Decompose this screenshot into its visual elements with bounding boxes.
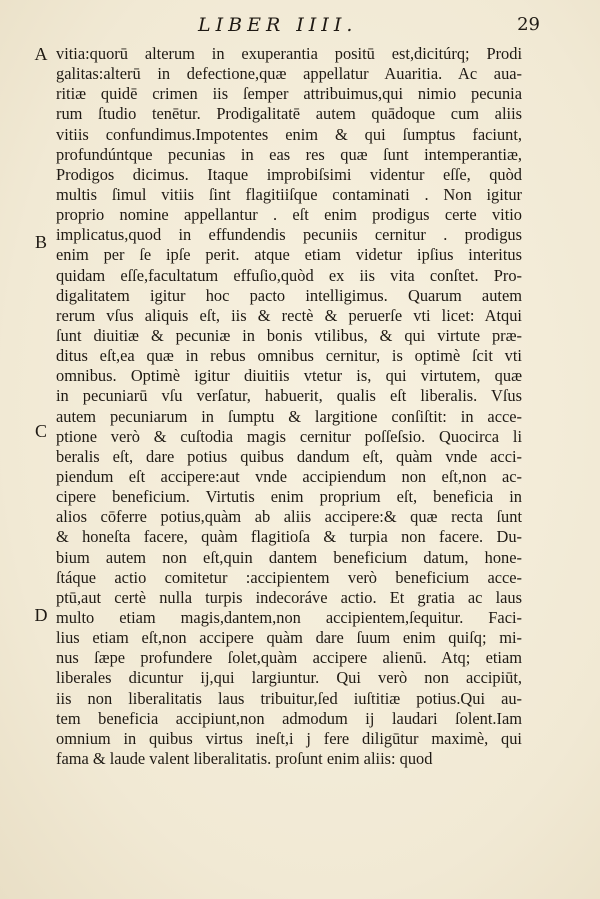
margin-letter-c: C	[34, 421, 47, 441]
text-line: digalitatem igitur hoc pacto intelligimus. Quarum autem	[56, 285, 522, 305]
text-line: piendum eſt accipere:aut vnde accipiendum non eſt,non ac-	[56, 466, 522, 486]
text-line: implicatus,quod in effundendis pecuniis cernitur . prodigus	[56, 225, 522, 245]
text-line: bium autem non eſt,quin dantem beneficium datum, hone-	[56, 547, 522, 567]
text-line: ptū,aut certè nulla turpis indecoráve actio. Et gratia ac laus	[56, 587, 522, 607]
text-line: fama & laude valent liberalitatis. proſunt enim aliis: quod	[56, 748, 433, 768]
text-line: vitiis confundimus.Impotentes enim & qui ſumptus faciunt,	[56, 124, 522, 144]
text-line: proprio nomine appellantur . eſt enim prodigus certe vitio	[56, 205, 522, 225]
text-line: omnium in quibus virtus ineſt,i j fere diligūtur maximè, qui	[56, 728, 522, 748]
margin-letter-a: A	[34, 44, 48, 64]
text-line: enim per ſe ipſe perit. atque etiam videtur ipſius interitus	[56, 245, 522, 265]
text-line: cipere beneficium. Virtutis enim proprium eſt, beneficia in	[56, 487, 522, 507]
body-text	[56, 44, 522, 769]
text-line: ditus eſt,ea quæ in rebus omnibus cernitur, is optimè ſcit vti	[56, 346, 522, 366]
text-line: omnibus. Optimè igitur diuitiis vtetur is, qui virtutem, quæ	[56, 366, 522, 386]
text-line: tem beneficia accipiunt,non admodum ij laudari ſolent.Iam	[56, 708, 522, 728]
page-number: 29	[517, 14, 540, 35]
text-line: lius etiam eſt,non accipere quàm dare ſuum enim quiſq; mi-	[56, 628, 522, 648]
text-line: ſunt diuitiæ & pecuniæ in bonis vtilibus, & qui virtute præ-	[56, 325, 522, 345]
text-line: alios cōferre potius,quàm ab aliis accipere:& quæ recta ſunt	[56, 507, 522, 527]
margin-letter-d: D	[34, 605, 48, 625]
text-line: rerum vſus aliquis eſt, iis & rectè & peruerſe vti licet: Atqui	[56, 305, 522, 325]
text-line: vitia:quorū alterum in exuperantia positū est,dicitúrq; Prodi	[56, 44, 522, 63]
text-line: liberales dicuntur ij,qui largiuntur. Qui verò non accipiūt,	[56, 668, 522, 688]
text-line: Prodigos dicimus. Itaque improbiſsimi videntur eſſe, quòd	[56, 164, 522, 184]
text-line: beralis eſt, dare potius quibus dandum eſt, quàm vnde acci-	[56, 446, 522, 466]
running-head: LIBER IIII.	[198, 14, 358, 36]
text-line: ritiæ quidē crimen iis ſemper attribuimus,qui nimio pecunia	[56, 84, 522, 104]
text-line: quidam eſſe,facultatum effuſio,quòd ex iis vita conſtet. Pro-	[56, 265, 522, 285]
text-line: multo etiam magis,dantem,non accipientem,ſequitur. Faci-	[56, 607, 522, 627]
text-line: & honeſta facere, quàm flagitioſa & turpia non facere. Du-	[56, 527, 522, 547]
text-line: ptione verò & cuſtodia magis cernitur poſſeſsio. Quocirca li	[56, 426, 522, 446]
text-line: galitas:alterū in defectione,quæ appellatur Auaritia. Ac aua-	[56, 64, 522, 84]
text-line: ſtáque actio comitetur :accipientem verò beneficium acce-	[56, 567, 522, 587]
text-line: autem pecuniarum in ſumptu & largitione conſiſtit: in acce-	[56, 406, 522, 426]
text-line: multis ſimul vitiis ſint flagitiiſque contaminati . Non igitur	[56, 184, 522, 204]
text-line: profundúntque pecunias in eas res quæ ſunt intemperantiæ,	[56, 144, 522, 164]
text-line: nus ſæpe profundere ſolet,quàm accipere alienū. Atq; etiam	[56, 648, 522, 668]
text-line: in pecuniarū vſu verſatur, habuerit, qualis eſt liberalis. Vſus	[56, 386, 522, 406]
text-line: iis non liberalitatis laus tribuitur,ſed iuſtitiæ potius.Qui au-	[56, 688, 522, 708]
margin-letter-b: B	[34, 232, 47, 252]
text-line: rum ſtudio tenētur. Prodigalitatē autem quādoque cum aliis	[56, 104, 522, 124]
